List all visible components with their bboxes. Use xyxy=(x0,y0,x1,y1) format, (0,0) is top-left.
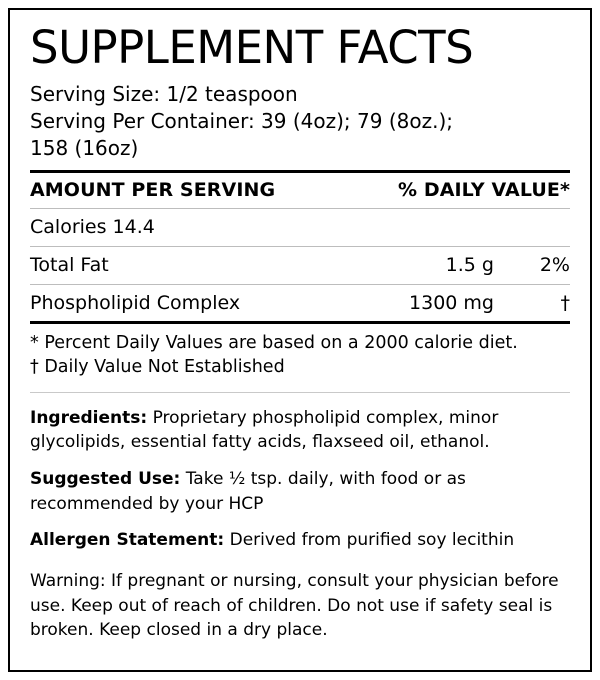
supplement-facts-panel xyxy=(8,8,592,672)
header-amount-per-serving: AMOUNT PER SERVING xyxy=(30,179,276,202)
footnote-daily-value-basis: * Percent Daily Values are based on a 2000 calorie diet. xyxy=(30,333,518,354)
allergen-paragraph xyxy=(30,528,570,553)
nutrient-name: Total Fat xyxy=(30,253,109,276)
ingredients-paragraph xyxy=(30,406,570,455)
nutrient-daily-value: 2% xyxy=(539,253,570,276)
warning-paragraph: Warning: If pregnant or nursing, consult your physician before use. Keep out of reach of children. Do not use if safety seal is broken. Keep closed in a dry place. xyxy=(30,570,559,641)
table-header-row xyxy=(30,173,570,208)
ingredients-label: Ingredients: xyxy=(30,407,148,428)
nutrient-name: Calories 14.4 xyxy=(30,216,155,239)
footnotes xyxy=(30,324,570,389)
nutrient-name: Phospholipid Complex xyxy=(30,291,241,314)
header-daily-value: % DAILY VALUE* xyxy=(397,179,570,202)
table-row xyxy=(30,285,570,322)
allergen-text: Derived from purified soy lecithin xyxy=(224,530,515,551)
suggested-use-paragraph xyxy=(30,467,570,516)
footnote-dagger: † Daily Value Not Established xyxy=(30,357,285,378)
serving-info xyxy=(30,81,570,162)
divider-sections xyxy=(30,392,570,393)
nutrient-amount: 1300 mg xyxy=(409,291,494,314)
suggested-use-text: Take ½ tsp. daily, with food or as recommended by your HCP xyxy=(30,468,466,514)
allergen-label: Allergen Statement: xyxy=(30,530,225,551)
ingredients-text: Proprietary phospholipid complex, minor glycolipids, essential fatty acids, flaxseed oil, ethanol. xyxy=(30,407,499,453)
table-row xyxy=(30,247,570,284)
nutrient-daily-value: † xyxy=(560,291,570,314)
page-title: SUPPLEMENT FACTS xyxy=(30,21,474,74)
suggested-use-label: Suggested Use: xyxy=(30,468,181,489)
serving-per-container-continued: 158 (16oz) xyxy=(30,136,139,161)
table-row xyxy=(30,209,570,246)
serving-size: Serving Size: 1/2 teaspoon xyxy=(30,82,298,107)
nutrient-amount: 1.5 g xyxy=(445,253,494,276)
serving-per-container: Serving Per Container: 39 (4oz); 79 (8oz.); xyxy=(30,109,453,134)
